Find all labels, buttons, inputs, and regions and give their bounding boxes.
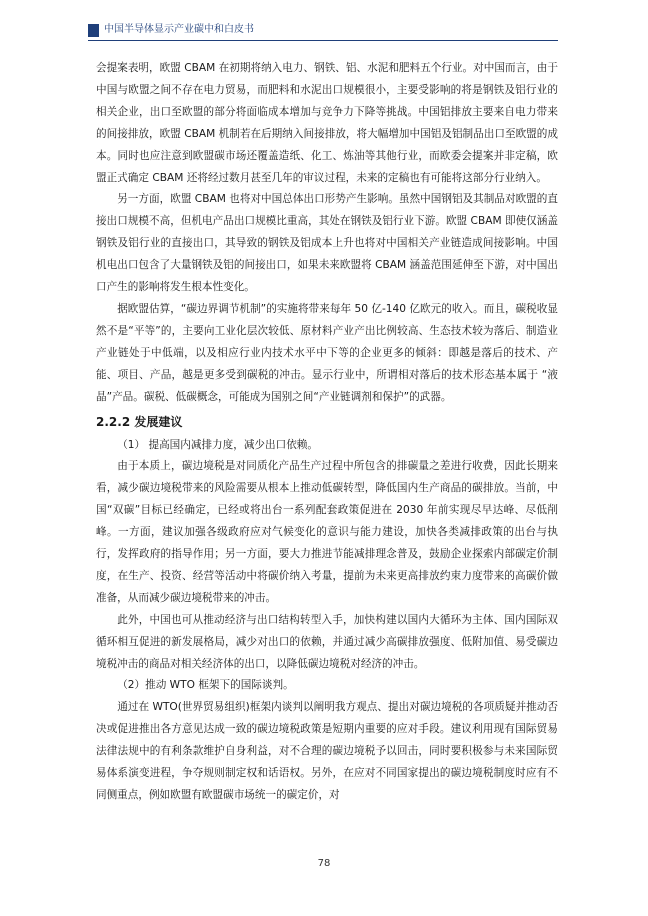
suggestion-item-1-title: （1） 提高国内减排力度，减少出口依赖。 — [117, 438, 318, 451]
paragraph-economic-transition: 此外，中国也可从推动经济与出口结构转型入手，加快构建以国内大循环为主体、国内国际双循环相互促进的新发展格局，减少对出口的依赖，并通过减少高碳排放强度、低附加值、易受碳边境税冲击的商品对相关经济体的出口，以降低碳边境税对经济的冲击。 — [96, 613, 558, 670]
running-header-title: 中国半导体显示产业碳中和白皮书 — [104, 24, 254, 35]
paragraph-export-impact: 另一方面，欧盟 CBAM 也将对中国总体出口形势产生影响。虽然中国钢铝及其制品对欧盟的直接出口规模不高，但机电产品出口规模比重高，其处在钢铁及铝行业下游。欧盟 CBAM 即使仅涵盖钢铁及铝行业的直接出口，其导致的钢铁及铝成本上升也将对中国相关产业链造成间接影响。中国机电出口包含了大量钢铁及铝的间接出口，如果未来欧盟将 CBAM 涵盖范围延伸至下游，对中国出口产生的影响将发生根本性变化。 — [96, 193, 558, 294]
paragraph-carbon-tax-revenue: 据欧盟估算，“碳边界调节机制”的实施将带来每年 50 亿-140 亿欧元的收入。而且，碳税收显然不是“平等”的，主要向工业化层次较低、原材料产业产出比例较高、生态技术较为落后、制造业产业链处于中低端，以及相应行业内技术水平中下等的企业更多的倾斜：即越是落后的技术、产能、项目、产品，越是更多受到碳税的冲击。显示行业中，所谓相对落后的技术形态基本属于 “液晶”产品。碳税、低碳概念，可能成为国别之间“产业链调剂和保护”的武器。 — [96, 302, 558, 403]
suggestion-item-2-title: （2）推动 WTO 框架下的国际谈判。 — [117, 679, 294, 692]
page-number: 78 — [317, 858, 331, 869]
header-divider — [88, 40, 558, 41]
paragraph-wto-negotiation: 通过在 WTO(世界贸易组织)框架内谈判以阐明我方观点、提出对碳边境税的各项质疑并推动否决或促进推出各方意见达成一致的碳边境税政策是短期内重要的应对手段。建议利用现有国际贸易法律法规中的有利条款维护自身利益，对不合理的碳边境税予以回击，同时要积极参与未来国际贸易体系演变进程，争夺规则制定权和话语权。另外，在应对不同国家提出的碳边境税制度时应有不同侧重点，例如欧盟有欧盟碳市场统一的碳定价，对 — [96, 701, 558, 801]
paragraph-cbam-sectors: 会提案表明，欧盟 CBAM 在初期将纳入电力、钢铁、铝、水泥和肥料五个行业。对中国而言，由于中国与欧盟之间不存在电力贸易，而肥料和水泥出口规模很小，主要受影响的将是钢铁及铝行业的相关企业，出口至欧盟的部分将面临成本增加与竞争力下降等挑战。中国铝排放主要来自电力带来的间接排放，欧盟 CBAM 机制若在后期纳入间接排放，将大幅增加中国铝及铝制品出口至欧盟的成本。同时也应注意到欧盟碳市场还覆盖造纸、化工、炼油等其他行业，而欧委会提案并非定稿，欧盟正式确定 CBAM 还将经过数月甚至几年的审议过程，未来的定稿也有可能将这部分行业纳入。 — [96, 62, 558, 184]
section-heading: 2.2.2 发展建议 — [96, 414, 183, 429]
paragraph-domestic-reduction: 由于本质上，碳边境税是对同质化产品生产过程中所包含的排碳量之差进行收费，因此长期来看，减少碳边境税带来的风险需要从根本上推动低碳转型，降低国内生产商品的碳排放。当前，中国“双碳”目标已经确定，已经或将出台一系列配套政策促进在 2030 年前实现尽早达峰、尽低削峰。一方面，建议加强各级政府应对气候变化的意识与能力建设，加快各类减排政策的出台与执行，发挥政府的指导作用；另一方面，要大力推进节能减排理念普及，鼓励企业探索内部碳定价制度，在生产、投资、经营等活动中将碳价纳入考量，提前为未来更高排放约束力度带来的高碳价做准备，从而减少碳边境税带来的冲击。 — [96, 460, 558, 604]
header-accent-bar — [88, 24, 99, 37]
page-body — [96, 58, 558, 807]
